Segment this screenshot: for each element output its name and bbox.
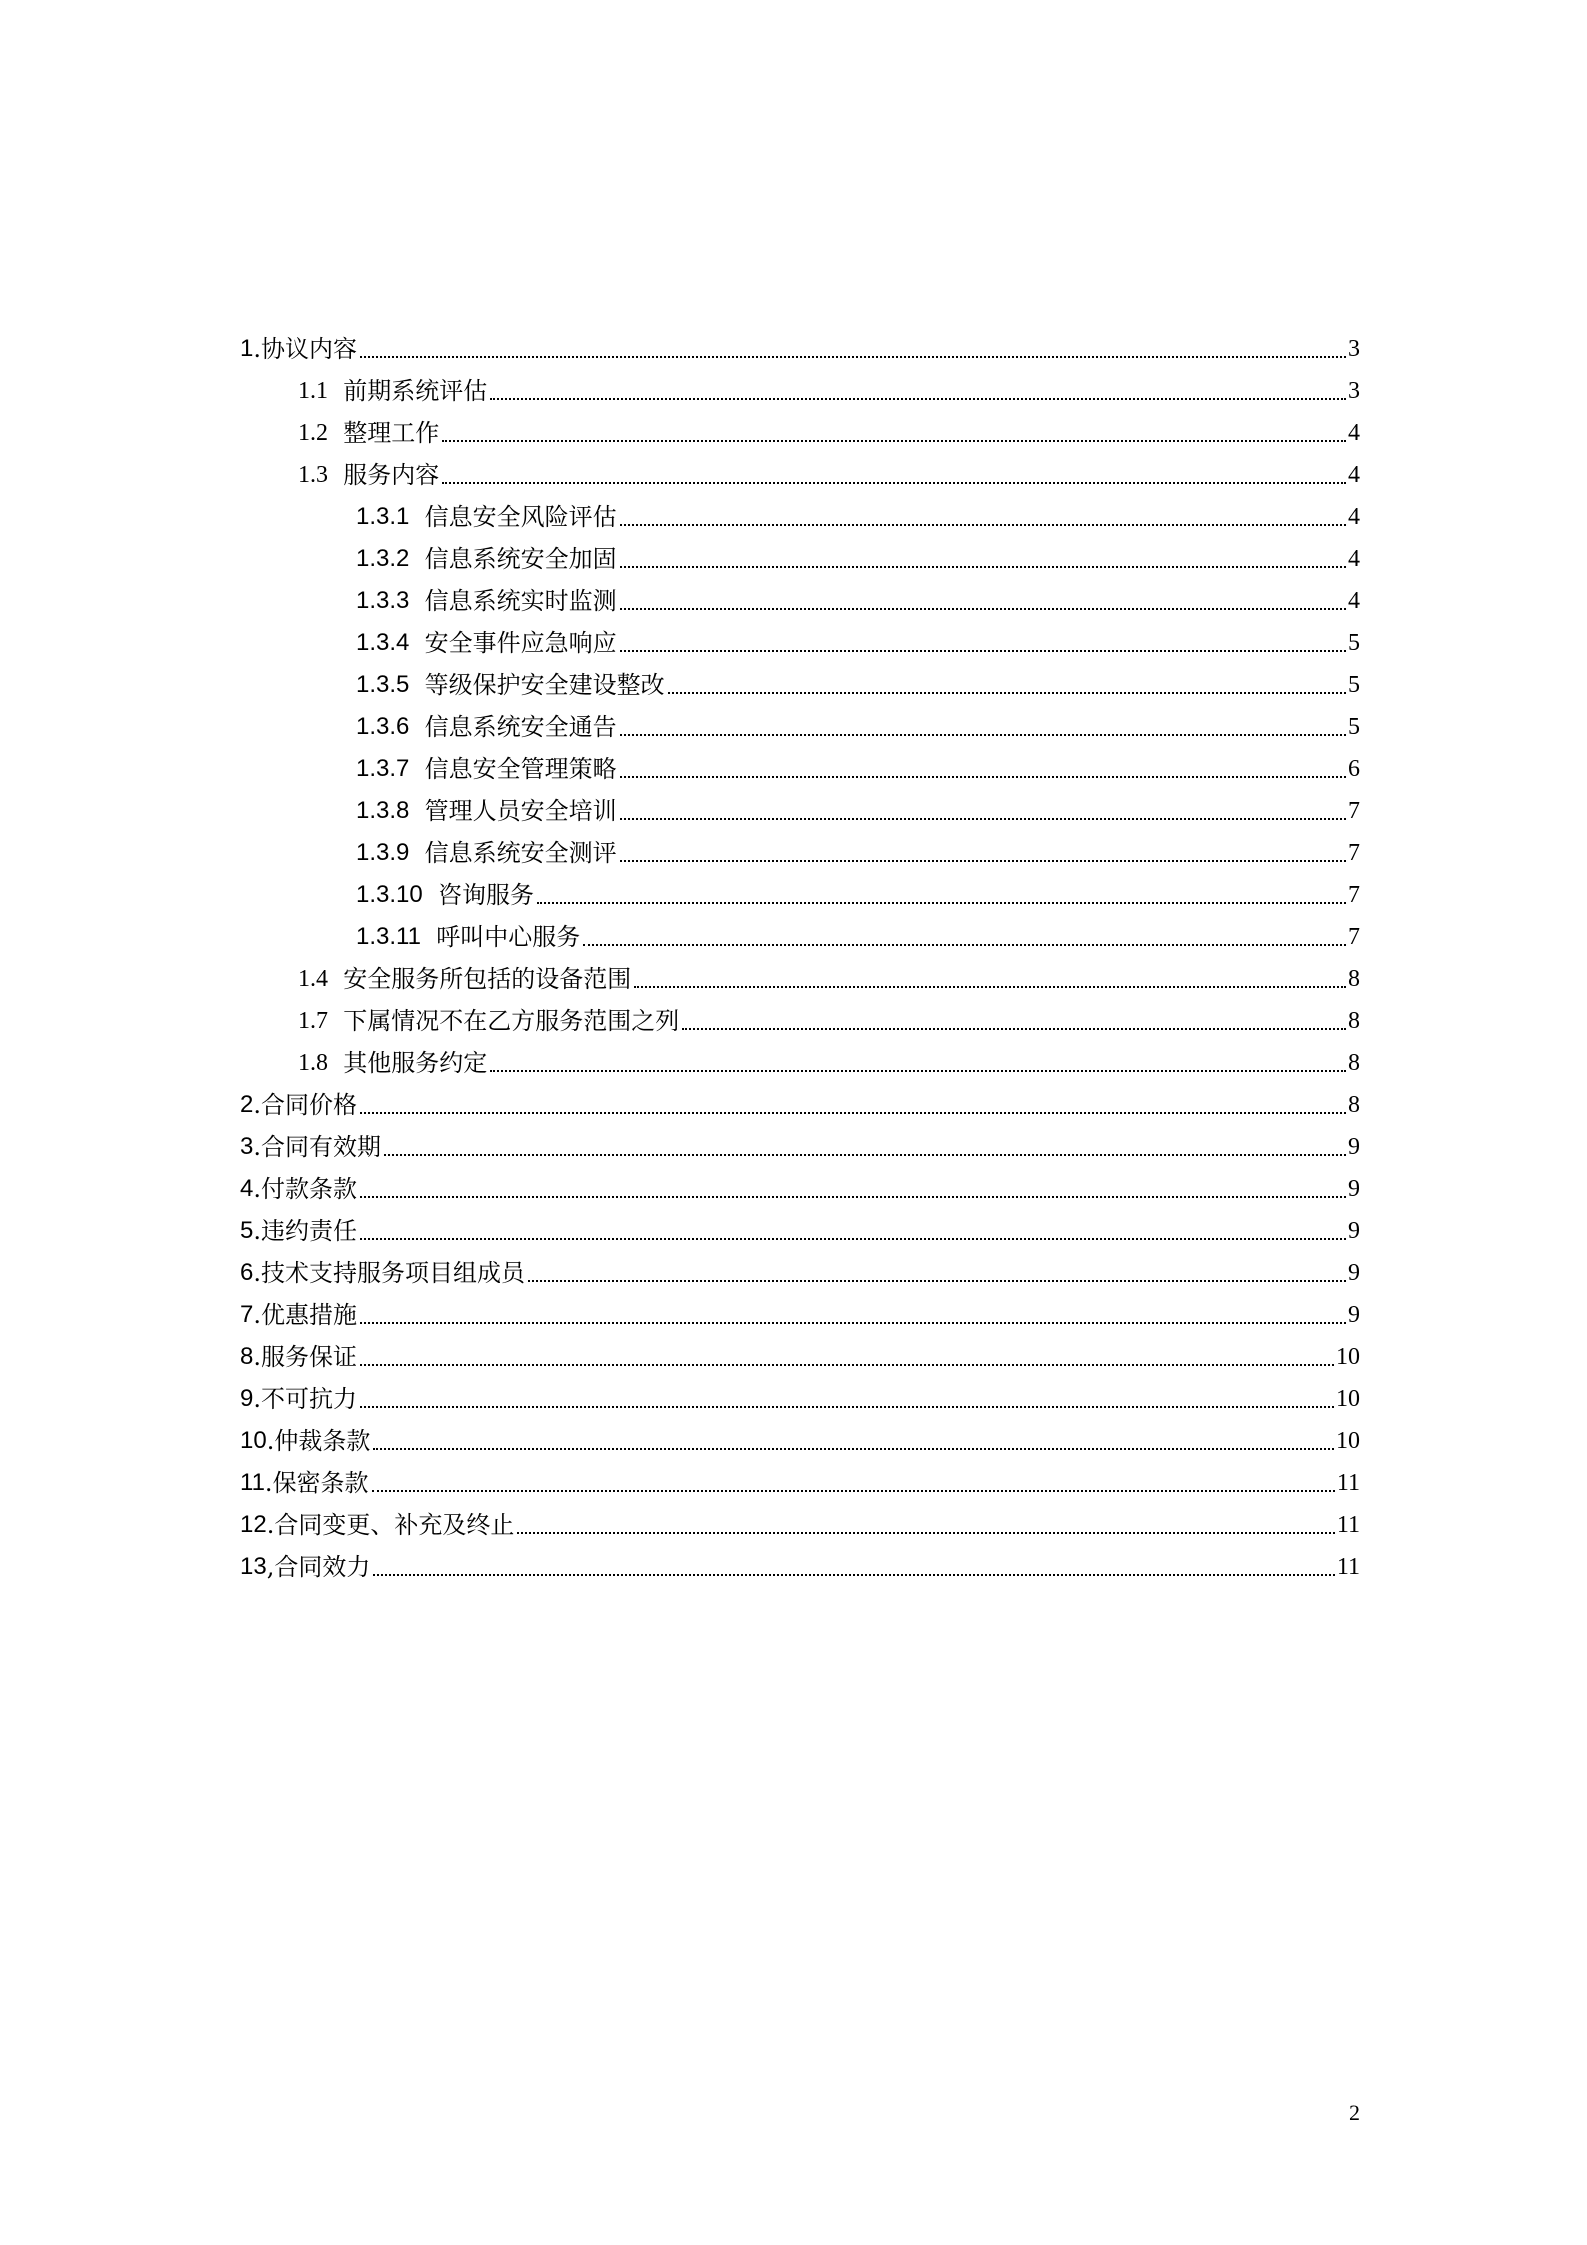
- toc-entry-page: 8: [1348, 966, 1360, 992]
- toc-entry-number: 1.3.10: [356, 881, 423, 908]
- toc-entry-page: 9: [1348, 1302, 1360, 1328]
- toc-entry-page: 4: [1348, 462, 1360, 488]
- toc-entry-number: 1.3.4: [356, 629, 410, 656]
- toc-entry[interactable]: [240, 1330, 1360, 1372]
- toc-entry-title: 技术支持服务项目组成员: [261, 1259, 525, 1287]
- toc-entry-separator: .: [253, 1259, 261, 1287]
- toc-entry-title: 安全事件应急响应: [424, 629, 617, 657]
- toc-entry[interactable]: [240, 1120, 1360, 1162]
- toc-entry-title: 信息安全风险评估: [424, 503, 617, 531]
- toc-entry[interactable]: [240, 364, 1360, 406]
- toc-entry-number: 1.3: [298, 462, 328, 488]
- toc-entry-number: 1.3.2: [356, 545, 410, 572]
- toc-entry[interactable]: [240, 1414, 1360, 1456]
- toc-entry-page: 5: [1348, 714, 1360, 740]
- dot-leader: [360, 356, 1346, 358]
- dot-leader: [490, 1070, 1346, 1072]
- dot-leader: [360, 1322, 1346, 1324]
- toc-entry-title: 呼叫中心服务: [436, 923, 581, 951]
- toc-entry-title: 付款条款: [261, 1175, 357, 1203]
- toc-entry-title: 合同效力: [274, 1553, 371, 1581]
- toc-entry-title: 服务保证: [261, 1343, 357, 1371]
- toc-entry-page: 5: [1348, 672, 1360, 698]
- toc-entry-separator: [409, 712, 424, 742]
- toc-entry-separator: [328, 964, 343, 994]
- toc-entry-title: 前期系统评估: [343, 377, 488, 405]
- toc-entry-title: 信息系统安全测评: [424, 839, 617, 867]
- toc-entry-page: 9: [1348, 1218, 1360, 1244]
- toc-entry-separator: [328, 460, 343, 490]
- dot-leader: [620, 608, 1346, 610]
- dot-leader: [620, 650, 1346, 652]
- toc-entry-page: 3: [1348, 336, 1360, 362]
- toc-entry-title: 优惠措施: [261, 1301, 357, 1329]
- toc-entry[interactable]: [240, 910, 1360, 952]
- toc-entry-separator: [328, 1048, 343, 1078]
- toc-entry-separator: .: [253, 335, 261, 363]
- toc-entry[interactable]: [240, 448, 1360, 490]
- toc-entry-title: 信息安全管理策略: [424, 755, 617, 783]
- toc-entry-separator: [421, 922, 436, 952]
- toc-entry-title: 合同价格: [261, 1091, 357, 1119]
- toc-entry[interactable]: [240, 322, 1360, 364]
- dot-leader: [360, 1364, 1334, 1366]
- toc-entry-number: 1.3.9: [356, 839, 410, 866]
- toc-entry-page: 4: [1348, 546, 1360, 572]
- toc-entry-title: 保密条款: [272, 1469, 369, 1497]
- toc-entry-number: 1.3.5: [356, 671, 410, 698]
- dot-leader: [620, 818, 1346, 820]
- toc-entry-number: 1.3.1: [356, 503, 410, 530]
- toc-entry-page: 4: [1348, 588, 1360, 614]
- toc-entry-page: 7: [1348, 798, 1360, 824]
- dot-leader: [372, 1490, 1335, 1492]
- toc-entry[interactable]: [240, 742, 1360, 784]
- toc-entry-separator: [409, 838, 424, 868]
- dot-leader: [384, 1154, 1346, 1156]
- toc-entry-number: 5: [240, 1217, 254, 1244]
- toc-entry-separator: .: [253, 1133, 261, 1161]
- dot-leader: [528, 1280, 1346, 1282]
- dot-leader: [682, 1028, 1346, 1030]
- toc-entry-number: 1.3.11: [356, 923, 421, 950]
- toc-entry-page: 9: [1348, 1260, 1360, 1286]
- toc-entry-page: 10: [1336, 1428, 1360, 1454]
- toc-entry-separator: ,: [266, 1553, 275, 1581]
- toc-entry-number: 12: [240, 1511, 267, 1538]
- toc-entry-number: 1.3.8: [356, 797, 410, 824]
- toc-entry[interactable]: [240, 826, 1360, 868]
- toc-entry-separator: [409, 670, 424, 700]
- toc-entry-separator: [423, 880, 438, 910]
- toc-entry-separator: [328, 376, 343, 406]
- dot-leader: [620, 776, 1346, 778]
- toc-entry-page: 9: [1348, 1176, 1360, 1202]
- toc-entry-page: 4: [1348, 504, 1360, 530]
- toc-entry-page: 7: [1348, 882, 1360, 908]
- toc-entry-number: 7: [240, 1301, 254, 1328]
- toc-entry-title: 服务内容: [343, 461, 440, 489]
- toc-entry-title: 信息系统安全加固: [424, 545, 617, 573]
- toc-entry-page: 8: [1348, 1008, 1360, 1034]
- toc-entry[interactable]: [240, 1204, 1360, 1246]
- toc-entry[interactable]: [240, 994, 1360, 1036]
- toc-entry-title: 信息系统安全通告: [424, 713, 617, 741]
- toc-entry[interactable]: [240, 1456, 1360, 1498]
- toc-entry-separator: .: [253, 1091, 261, 1119]
- table-of-contents: [240, 322, 1360, 1582]
- toc-entry-separator: .: [253, 1343, 261, 1371]
- toc-entry-title: 信息系统实时监测: [424, 587, 617, 615]
- toc-entry[interactable]: [240, 1162, 1360, 1204]
- toc-entry-page: 3: [1348, 378, 1360, 404]
- toc-entry-separator: .: [253, 1301, 261, 1329]
- dot-leader: [517, 1532, 1335, 1534]
- toc-entry-number: 1.3.3: [356, 587, 410, 614]
- toc-entry[interactable]: [240, 1540, 1360, 1582]
- toc-entry[interactable]: [240, 1036, 1360, 1078]
- toc-entry-title: 不可抗力: [261, 1385, 357, 1413]
- toc-entry-title: 合同变更、补充及终止: [274, 1511, 515, 1539]
- toc-entry-page: 6: [1348, 756, 1360, 782]
- dot-leader: [668, 692, 1346, 694]
- dot-leader: [583, 944, 1346, 946]
- toc-entry-separator: [409, 628, 424, 658]
- toc-entry-separator: .: [253, 1385, 261, 1413]
- dot-leader: [360, 1406, 1334, 1408]
- toc-entry-page: 10: [1336, 1386, 1360, 1412]
- toc-entry[interactable]: [240, 868, 1360, 910]
- toc-entry-separator: [409, 754, 424, 784]
- toc-entry-number: 1.4: [298, 966, 328, 992]
- toc-entry[interactable]: [240, 700, 1360, 742]
- toc-entry[interactable]: [240, 1372, 1360, 1414]
- toc-entry-title: 其他服务约定: [343, 1049, 488, 1077]
- toc-entry-title: 安全服务所包括的设备范围: [343, 965, 632, 993]
- dot-leader: [442, 482, 1346, 484]
- toc-entry-number: 1.3.7: [356, 755, 410, 782]
- toc-entry-separator: [409, 544, 424, 574]
- toc-entry-number: 1.1: [298, 378, 328, 404]
- toc-entry-separator: [328, 418, 343, 448]
- toc-entry-separator: .: [253, 1175, 261, 1203]
- dot-leader: [490, 398, 1346, 400]
- toc-entry-page: 4: [1348, 420, 1360, 446]
- toc-entry-title: 整理工作: [343, 419, 440, 447]
- toc-entry[interactable]: [240, 952, 1360, 994]
- toc-entry-number: 10: [240, 1427, 267, 1454]
- toc-entry[interactable]: [240, 1498, 1360, 1540]
- dot-leader: [620, 860, 1346, 862]
- toc-entry-number: 1.8: [298, 1050, 328, 1076]
- toc-entry-page: 11: [1336, 1554, 1360, 1580]
- toc-entry-title: 咨询服务: [438, 881, 534, 909]
- toc-entry-number: 1: [240, 335, 254, 362]
- dot-leader: [537, 902, 1346, 904]
- toc-entry-separator: [409, 796, 424, 826]
- toc-entry-title: 等级保护安全建设整改: [424, 671, 665, 699]
- toc-entry[interactable]: [240, 532, 1360, 574]
- dot-leader: [360, 1112, 1346, 1114]
- toc-entry-number: 3: [240, 1133, 254, 1160]
- toc-entry-page: 11: [1336, 1470, 1360, 1496]
- toc-entry-title: 管理人员安全培训: [424, 797, 617, 825]
- toc-entry[interactable]: [240, 1288, 1360, 1330]
- toc-entry-number: 1.2: [298, 420, 328, 446]
- toc-entry-number: 1.3.6: [356, 713, 410, 740]
- toc-entry-separator: .: [264, 1469, 273, 1497]
- toc-entry-number: 8: [240, 1343, 254, 1370]
- toc-entry[interactable]: [240, 1078, 1360, 1120]
- toc-entry-separator: .: [266, 1511, 275, 1539]
- toc-entry[interactable]: [240, 784, 1360, 826]
- toc-entry-title: 违约责任: [261, 1217, 357, 1245]
- toc-entry-page: 7: [1348, 840, 1360, 866]
- toc-entry[interactable]: [240, 1246, 1360, 1288]
- dot-leader: [442, 440, 1346, 442]
- toc-entry[interactable]: [240, 406, 1360, 448]
- toc-entry-number: 4: [240, 1175, 254, 1202]
- toc-entry-separator: [409, 586, 424, 616]
- toc-entry-separator: [328, 1006, 343, 1036]
- toc-entry-title: 仲裁条款: [274, 1427, 371, 1455]
- dot-leader: [620, 734, 1346, 736]
- dot-leader: [360, 1196, 1346, 1198]
- toc-entry[interactable]: [240, 616, 1360, 658]
- toc-entry-number: 9: [240, 1385, 254, 1412]
- toc-entry-page: 7: [1348, 924, 1360, 950]
- toc-entry[interactable]: [240, 658, 1360, 700]
- toc-entry-number: 2: [240, 1091, 254, 1118]
- toc-entry-page: 11: [1336, 1512, 1360, 1538]
- dot-leader: [373, 1574, 1335, 1576]
- dot-leader: [634, 986, 1346, 988]
- toc-entry-title: 合同有效期: [261, 1133, 381, 1161]
- dot-leader: [620, 524, 1346, 526]
- toc-entry-page: 5: [1348, 630, 1360, 656]
- toc-entry-number: 6: [240, 1259, 254, 1286]
- dot-leader: [620, 566, 1346, 568]
- toc-entry-page: 10: [1336, 1344, 1360, 1370]
- toc-entry-page: 9: [1348, 1134, 1360, 1160]
- dot-leader: [360, 1238, 1346, 1240]
- toc-entry-separator: [409, 502, 424, 532]
- page-number: 2: [1349, 2100, 1360, 2125]
- toc-entry-title: 协议内容: [261, 335, 357, 363]
- toc-entry-number: 11: [240, 1469, 265, 1496]
- toc-entry-title: 下属情况不在乙方服务范围之列: [343, 1007, 680, 1035]
- dot-leader: [373, 1448, 1334, 1450]
- toc-entry-page: 8: [1348, 1050, 1360, 1076]
- toc-entry-number: 13: [240, 1553, 267, 1580]
- toc-entry-number: 1.7: [298, 1008, 328, 1034]
- toc-entry-page: 8: [1348, 1092, 1360, 1118]
- toc-entry[interactable]: [240, 574, 1360, 616]
- toc-entry-separator: .: [253, 1217, 261, 1245]
- toc-entry-separator: .: [266, 1427, 275, 1455]
- toc-entry[interactable]: [240, 490, 1360, 532]
